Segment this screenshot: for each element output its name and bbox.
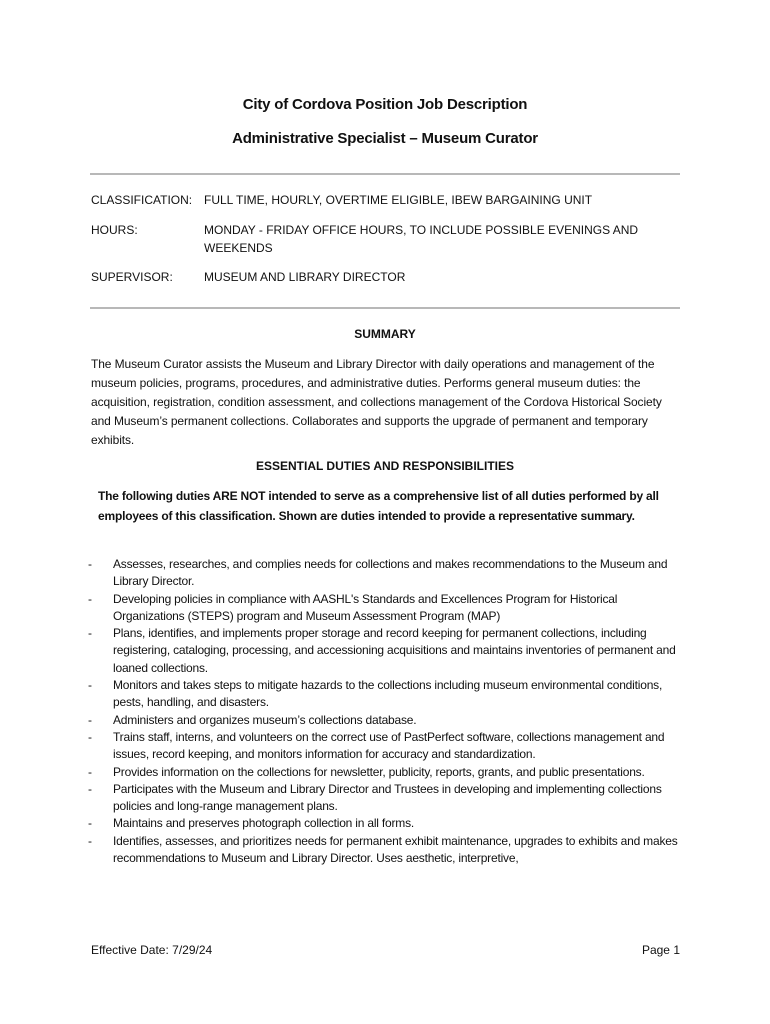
duty-bullet: - (88, 833, 92, 848)
duty-text: Assesses, researches, and complies needs for collections and makes recommendations to the Museum and Library Director. (113, 557, 668, 589)
supervisor-label: SUPERVISOR: (91, 270, 173, 284)
position-title: Administrative Specialist – Museum Curator (232, 130, 538, 147)
duties-heading: ESSENTIAL DUTIES AND RESPONSIBILITIES (255, 459, 515, 473)
duty-text: Administers and organizes museum’s collections database. (113, 712, 417, 727)
duty-bullet: - (88, 591, 92, 606)
duty-item (88, 833, 684, 868)
duty-item (88, 729, 684, 764)
divider-bottom (90, 307, 680, 309)
duty-item (88, 815, 684, 832)
duty-text: Plans, identifies, and implements proper storage and record keeping for permanent collections, including registering, cataloging, processing, and accessioning acquisitions and maintains inventories of permanent and loaned collections. (113, 626, 676, 675)
classification-value: FULL TIME, HOURLY, OVERTIME ELIGIBLE, IBEW BARGAINING UNIT (204, 193, 593, 207)
duty-item (88, 677, 684, 712)
duties-note: The following duties ARE NOT intended to serve as a comprehensive list of all duties performed by all employees of this classification. Shown are duties intended to provide a representative summary. (98, 489, 659, 523)
duty-text: Maintains and preserves photograph collection in all forms. (113, 816, 415, 831)
duty-text: Monitors and takes steps to mitigate hazards to the collections including museum environmental conditions, pests, handling, and disasters. (113, 678, 663, 710)
duty-item (88, 556, 684, 591)
duty-text: Identifies, assesses, and prioritizes needs for permanent exhibit maintenance, upgrades to exhibits and makes recommendations to Museum and Library Director. Uses aesthetic, interpretive, (113, 833, 678, 866)
duty-text: Developing policies in compliance with AASHL's Standards and Excellences Program for Historical Organizations (STEPS) program and Museum Assessment Program (MAP) (113, 591, 618, 623)
divider-top (90, 173, 680, 175)
duty-item (88, 764, 684, 781)
classification-label: CLASSIFICATION: (91, 193, 193, 207)
duty-item (88, 625, 684, 677)
supervisor-value: MUSEUM AND LIBRARY DIRECTOR (204, 270, 406, 284)
hours-label: HOURS: (91, 223, 138, 237)
duty-item (88, 781, 684, 816)
duty-bullet: - (88, 678, 92, 693)
duty-bullet: - (88, 712, 92, 727)
duty-text: Trains staff, interns, and volunteers on the correct use of PastPerfect software, collections management and issues, record keeping, and monitors information for accuracy and standardization. (113, 729, 665, 762)
duty-bullet: - (88, 816, 92, 831)
page-number: Page 1 (641, 943, 680, 957)
duty-bullet: - (88, 781, 92, 796)
summary-heading: SUMMARY (354, 327, 416, 341)
duty-text: Provides information on the collections for newsletter, publicity, reports, grants, and public presentations. (113, 764, 645, 779)
duty-bullet: - (88, 764, 92, 779)
duty-bullet: - (88, 557, 92, 571)
duty-bullet: - (88, 626, 92, 641)
duty-bullet: - (88, 729, 92, 744)
duty-text: Participates with the Museum and Library Director and Trustees in developing and implementing collections policies and long-range management plans. (113, 781, 662, 814)
effective-date: Effective Date: 7/29/24 (91, 943, 213, 957)
duties-list (88, 556, 684, 867)
document-title: City of Cordova Position Job Description (242, 96, 528, 113)
hours-value: MONDAY - FRIDAY OFFICE HOURS, TO INCLUDE POSSIBLE EVENINGS AND WEEKENDS (204, 223, 639, 255)
duty-item (88, 591, 684, 626)
duty-item (88, 712, 684, 729)
summary-text: The Museum Curator assists the Museum and Library Director with daily operations and management of the museum policies, programs, procedures, and administrative duties. Performs general museum duties: the acquisition, registration, condition assessment, and collections management of the Cordova Historical Society and Museum’s permanent collections. Collaborates and supports the upgrade of permanent and temporary exhibits. (91, 357, 662, 447)
